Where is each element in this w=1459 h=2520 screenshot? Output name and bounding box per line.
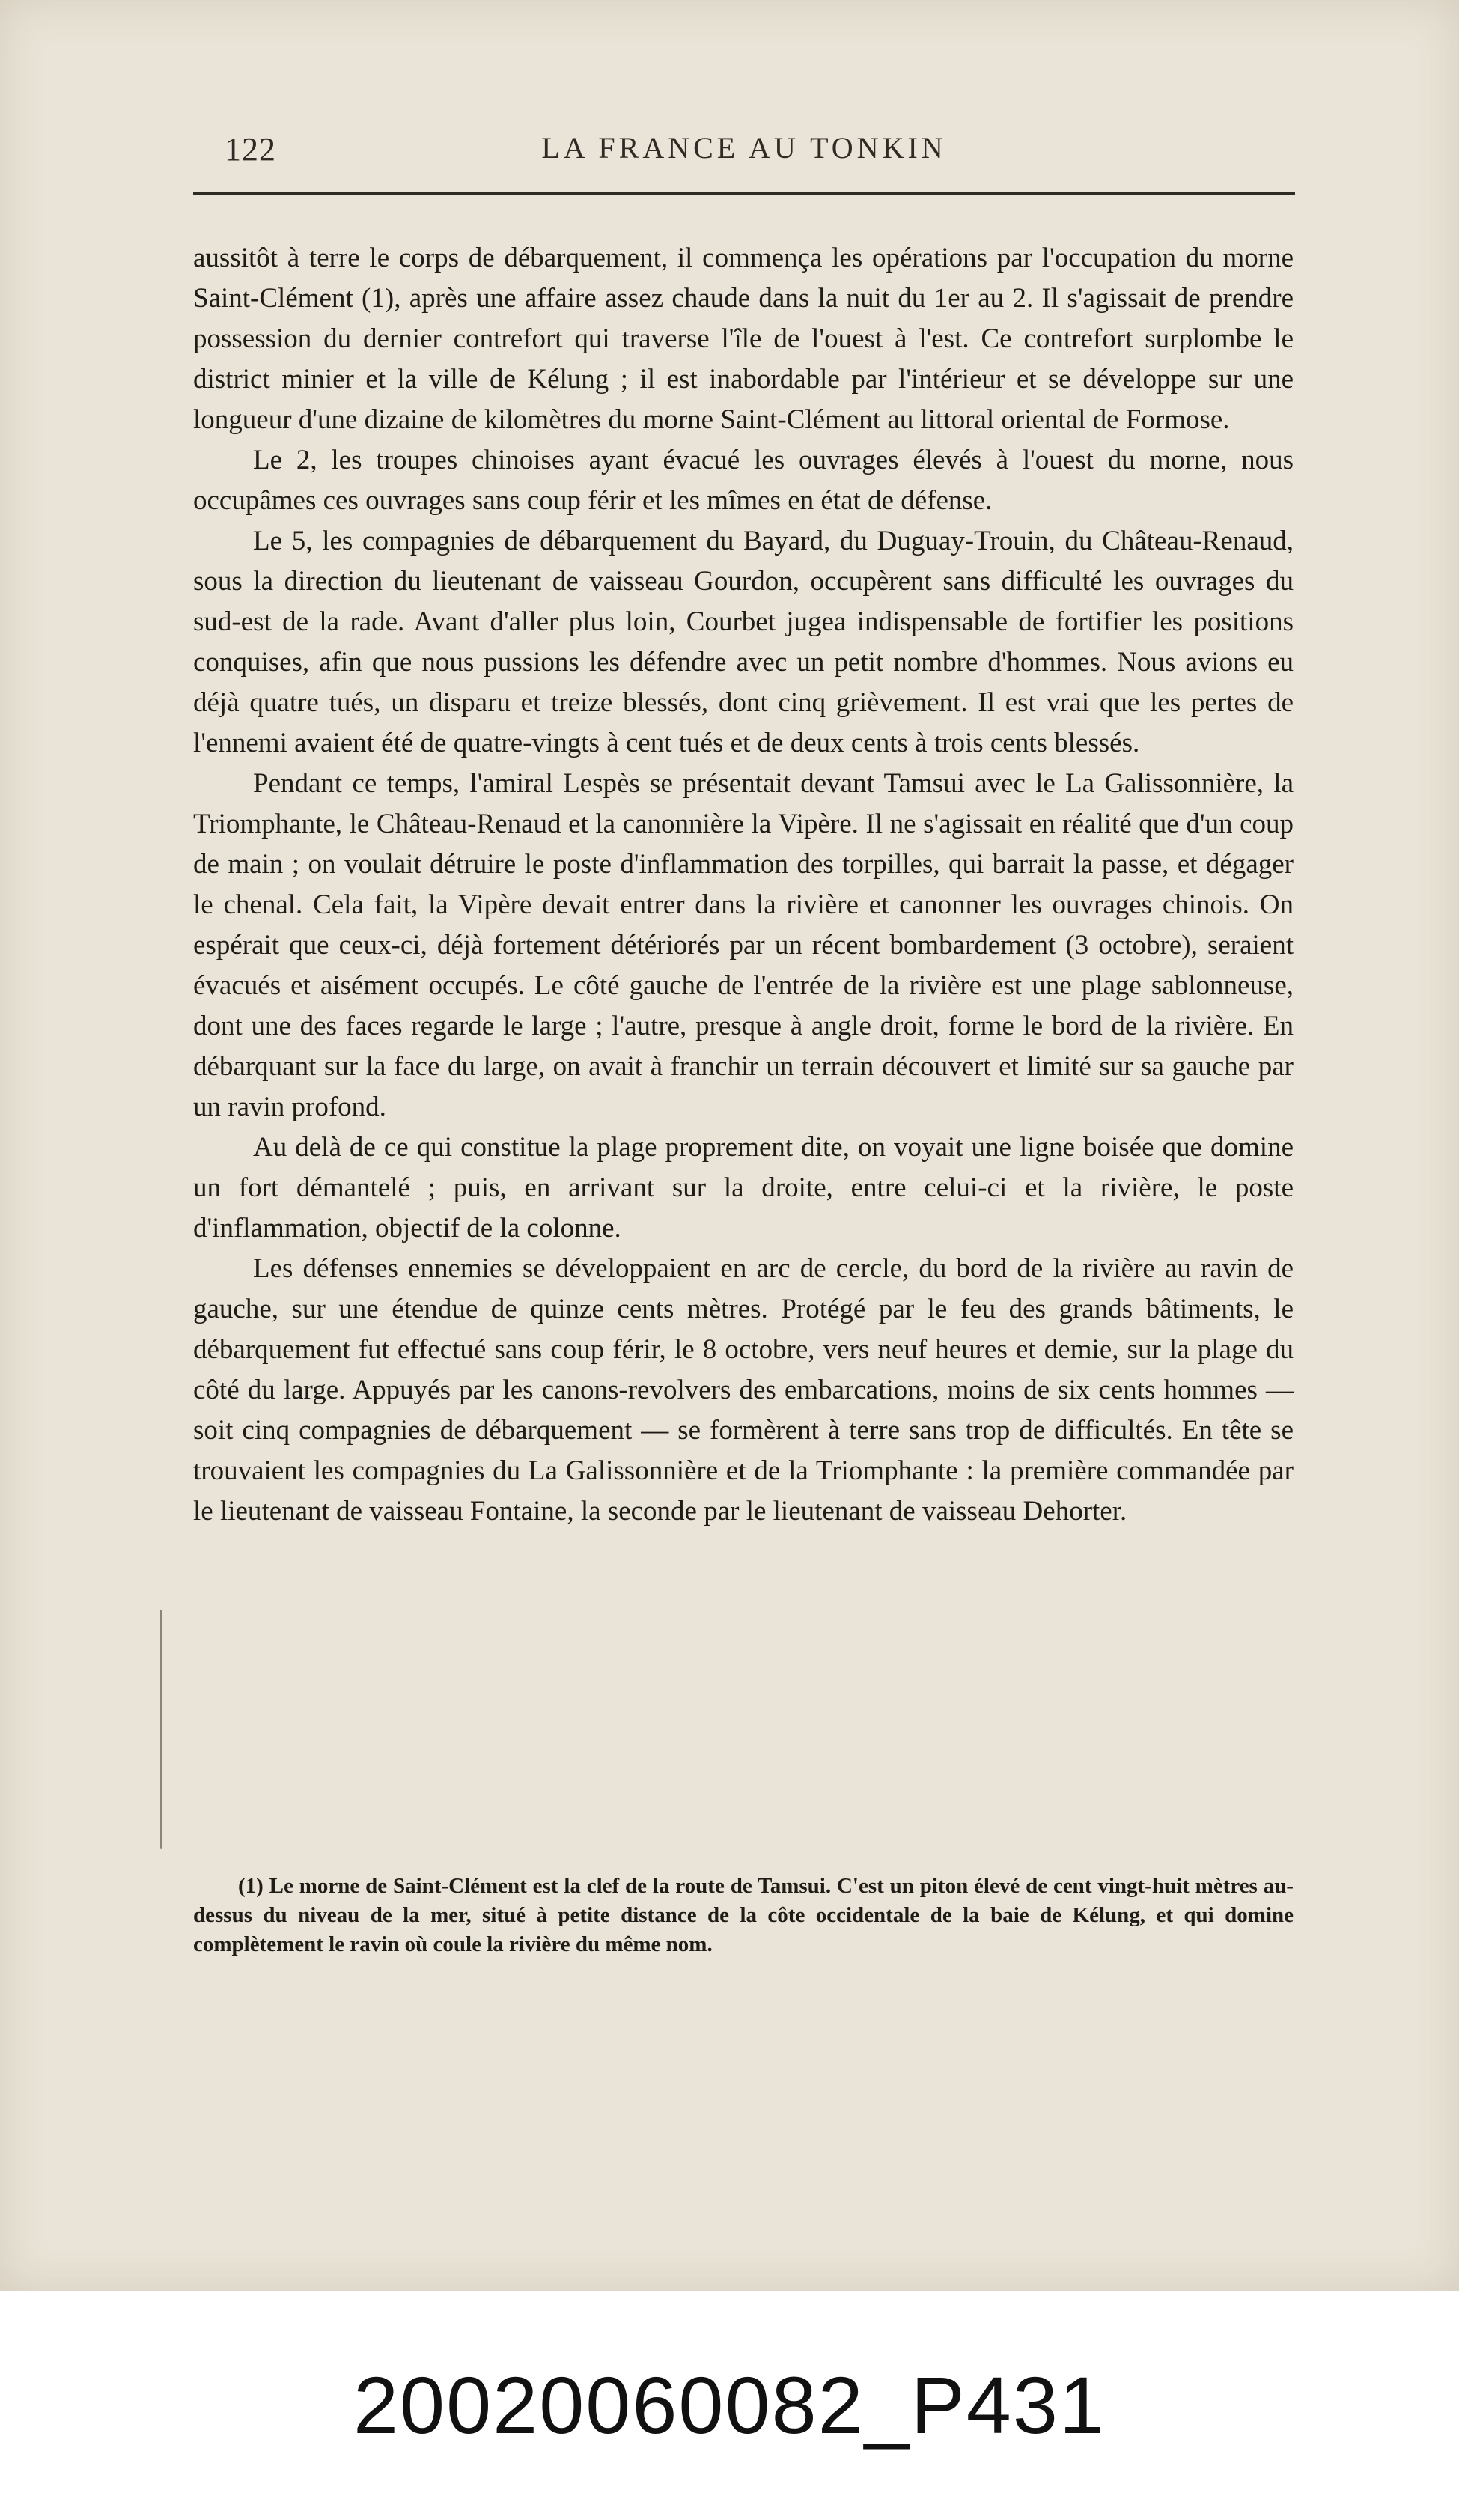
page-header [193,126,1295,171]
paragraph-5: Au delà de ce qui constitue la plage proprement dite, on voyait une ligne boisée que domine un fort démantelé ; puis, en arrivant sur la droite, entre celui-ci et la rivière, le poste d'inflammation, objectif de la colonne. [193,1132,1294,1244]
margin-pencil-mark [160,1610,162,1849]
footnote [193,1872,1294,1959]
paragraph-2: Le 2, les troupes chinoises ayant évacué les ouvrages élevés à l'ouest du morne, nous occupâmes ces ouvrages sans coup férir et les mîmes en état de défense. [193,445,1294,516]
page-number: 122 [225,131,276,168]
paragraph-3: Le 5, les compagnies de débarquement du Bayard, du Duguay-Trouin, du Château-Renaud, sous la direction du lieutenant de vaisseau Gourdon, occupèrent sans difficulté les ouvrages du sud-est de la rade. Avant d'aller plus loin, Courbet jugea indispensable de fortifier les positions conquises, afin que nous pussions les défendre avec un petit nombre d'hommes. Nous avions eu déjà quatre tués, un disparu et treize blessés, dont cinq grièvement. Il est vrai que les pertes de l'ennemi avaient été de quatre-vingts à cent tués et de deux cents à trois cents blessés. [193,526,1294,758]
footnote-text: (1) Le morne de Saint-Clément est la clef de la route de Tamsui. C'est un piton élevé de cent vingt-huit mètres au-dessus du niveau de la mer, situé à petite distance de la côte occidentale de la baie de Kélung, et qui domine complètement le ravin où coule la rivière du même nom. [193,1874,1294,1956]
paragraph-1: aussitôt à terre le corps de débarquement, il commença les opérations par l'occupation du morne Saint-Clément (1), après une affaire assez chaude dans la nuit du 1er au 2. Il s'agissait de prendre possession du dernier contrefort qui traverse l'île de l'ouest à l'est. Ce contrefort surplombe le district minier et la ville de Kélung ; il est inabordable par l'intérieur et se développe sur une longueur d'une dizaine de kilomètres du morne Saint-Clément au littoral oriental de Formose. [193,243,1294,435]
body-text [193,238,1294,1532]
paragraph-4: Pendant ce temps, l'amiral Lespès se présentait devant Tamsui avec le La Galissonnière, la Triomphante, le Château-Renaud et la canonnière la Vipère. Il ne s'agissait en réalité que d'un coup de main ; on voulait détruire le poste d'inflammation des torpilles, qui barrait la passe, et dégager le chenal. Cela fait, la Vipère devait entrer dans la rivière et canonner les ouvrages chinois. On espérait que ceux-ci, déjà fortement détériorés par un récent bombardement (3 octobre), seraient évacués et aisément occupés. Le côté gauche de l'entrée de la rivière est une plage sablonneuse, dont une des faces regarde le large ; l'autre, presque à angle droit, forme le bord de la rivière. En débarquant sur la face du large, on avait à franchir un terrain découvert et limité sur sa gauche par un ravin profond. [193,768,1294,1122]
paragraph-6: Les défenses ennemies se développaient en arc de cercle, du bord de la rivière au ravin de gauche, sur une étendue de quinze cents mètres. Protégé par le feu des grands bâtiments, le débarquement fut effectué sans coup férir, le 8 octobre, vers neuf heures et demie, sur la plage du côté du large. Appuyés par les canons-revolvers des embarcations, moins de six cents hommes — soit cinq compagnies de débarquement — se formèrent à terre sans trop de difficultés. En tête se trouvaient les compagnies du La Galissonnière et de la Triomphante : la première commandée par le lieutenant de vaisseau Fontaine, la seconde par le lieutenant de vaisseau Dehorter. [193,1253,1294,1527]
header-rule [193,192,1295,195]
running-title: LA FRANCE AU TONKIN [541,131,947,165]
scan-identifier-caption: 20020060082_P431 [353,2360,1106,2450]
